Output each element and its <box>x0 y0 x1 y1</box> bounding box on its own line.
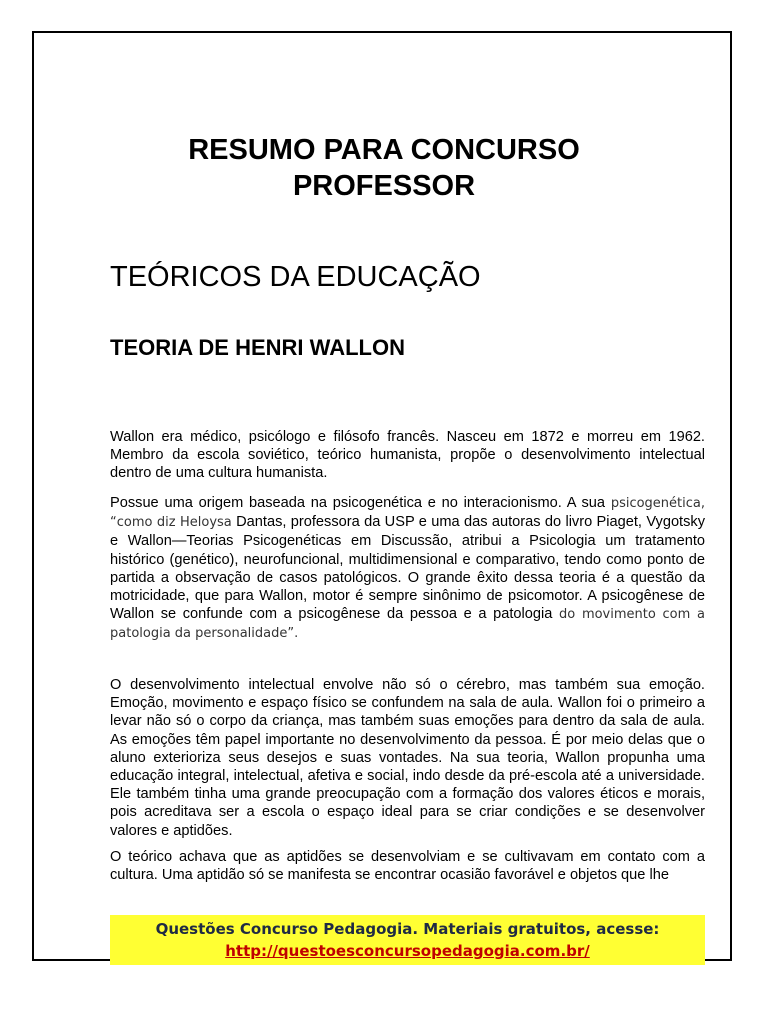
paragraph-aptitudes: O teórico achava que as aptidões se desenvolviam e se cultivavam em contato com a cultura. Uma aptidão só se manifesta se encontrar ocasião favorável e objetos que lhe <box>110 849 705 884</box>
paragraph-origin <box>110 494 705 644</box>
paragraph-origin-quote-2: do movimento com a patologia da personalidade”. <box>110 607 705 642</box>
paragraph-development: O desenvolvimento intelectual envolve não só o cérebro, mas também sua emoção. Emoção, movimento e espaço físico se confundem na sala de aula. Wallon foi o primeiro a levar não só o corpo da criança, mas também suas emoções para dentro da sala de aula. As emoções têm papel importante no desenvolvimento da pessoa. É por meio delas que o aluno exterioriza seus desejos e suas vontades. Na sua teoria, Wallon propunha uma educação integral, intelectual, afetiva e social, indo desde da pré-escola até a universidade. Ele também tinha uma grande preocupação com a formação dos valores éticos e morais, pois acreditava ser a escola o espaço ideal para se criar condições e se desenvolver valores e aptidões. <box>110 677 705 839</box>
document-title <box>0 132 768 204</box>
footer-banner <box>110 915 705 965</box>
paragraph-origin-text-2: Dantas, professora da USP e uma das autoras do livro Piaget, Vygotsky e Wallon—Teorias Psicogenéticas em Discussão, atribui a Psicologia um tratamento histórico (genético), neurofuncional, multidimensional e comparativo, tendo como ponto de partida a observação de casos patológicos. O grande êxito dessa teoria é a questão da motricidade, que para Wallon, motor é sempre sinônimo de psicomotor. A psicogênese de Wallon se confunde com a psicogênese da pessoa e a patologia <box>110 514 706 623</box>
paragraph-origin-text-1: Possue uma origem baseada na psicogenética e no interacionismo. A sua <box>110 495 606 511</box>
section-subtitle: TEORIA DE HENRI WALLON <box>110 335 405 360</box>
document-title-line-1: RESUMO PARA CONCURSO <box>188 134 580 166</box>
paragraph-origin-quote-1: psicogenética, “como diz Heloysa <box>110 496 705 531</box>
footer-promo-text: Questões Concurso Pedagogia. Materiais gratuitos, acesse: <box>155 920 660 938</box>
document-title-line-2: PROFESSOR <box>292 170 476 202</box>
footer-website-link[interactable]: http://questoesconcursopedagogia.com.br/ <box>225 942 590 960</box>
section-title: TEÓRICOS DA EDUCAÇÃO <box>110 261 481 293</box>
paragraph-intro: Wallon era médico, psicólogo e filósofo francês. Nasceu em 1872 e morreu em 1962. Membro da escola soviético, teórico humanista, propõe o desenvolvimento intelectual dentro de uma cultura humanista. <box>110 429 705 482</box>
